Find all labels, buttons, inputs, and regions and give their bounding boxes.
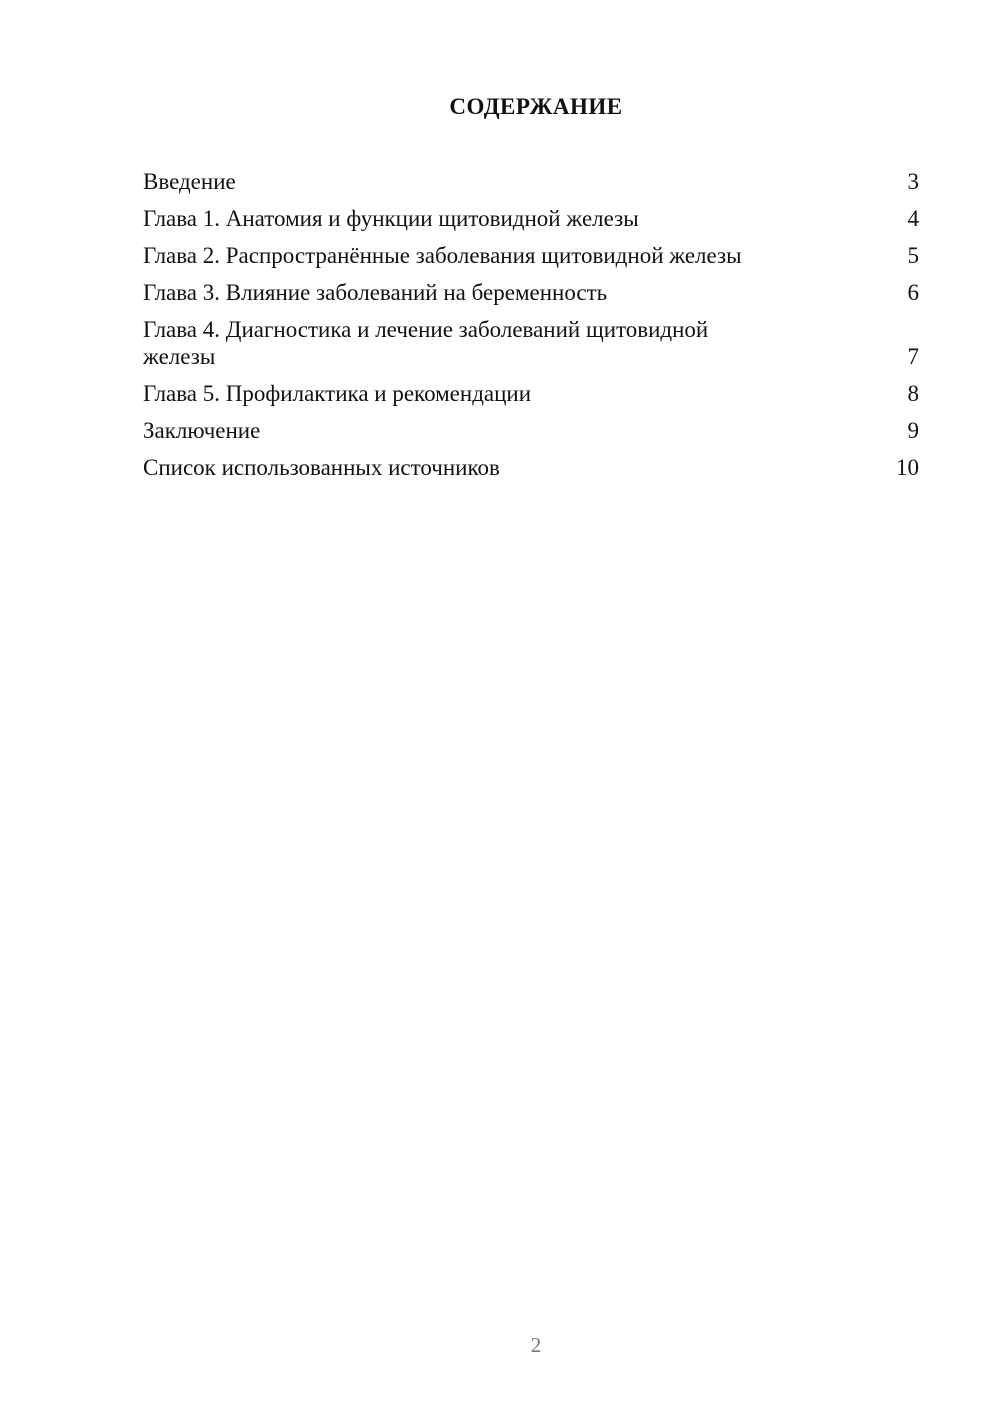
toc-item-label: Глава 1. Анатомия и функции щитовидной железы bbox=[143, 206, 639, 231]
toc-item-page: 6 bbox=[907, 280, 919, 305]
toc-item-chapter-3 bbox=[143, 279, 919, 306]
toc-item-page: 9 bbox=[907, 418, 919, 443]
toc-item-label: Глава 5. Профилактика и рекомендации bbox=[143, 381, 532, 406]
toc-item-conclusion bbox=[143, 417, 919, 444]
toc-item-chapter-4 bbox=[143, 316, 919, 370]
toc-item-label: Глава 2. Распространённые заболевания щитовидной железы bbox=[143, 243, 742, 268]
toc-item-chapter-5 bbox=[143, 380, 919, 407]
page-number: 2 bbox=[530, 1333, 542, 1357]
toc-item-page: 7 bbox=[907, 344, 919, 369]
toc-item-label: Список использованных источников bbox=[143, 455, 500, 480]
toc-item-label: Введение bbox=[143, 169, 236, 194]
toc-item-label: Глава 4. Диагностика и лечение заболеваний щитовидной железы bbox=[143, 317, 709, 369]
toc-title: СОДЕРЖАНИЕ bbox=[449, 94, 623, 119]
toc-item-page: 10 bbox=[896, 455, 919, 480]
toc-item-page: 4 bbox=[907, 206, 919, 231]
toc-item-page: 5 bbox=[907, 243, 919, 268]
toc-item-page: 3 bbox=[907, 169, 919, 194]
toc-item-label: Заключение bbox=[143, 418, 261, 443]
toc-item-introduction bbox=[143, 168, 919, 195]
toc-item-chapter-1 bbox=[143, 205, 919, 232]
toc-item-label: Глава 3. Влияние заболеваний на беременность bbox=[143, 280, 608, 305]
toc-item-chapter-2 bbox=[143, 242, 919, 269]
toc-item-page: 8 bbox=[907, 381, 919, 406]
toc-item-references bbox=[143, 454, 919, 481]
table-of-contents bbox=[143, 168, 919, 491]
